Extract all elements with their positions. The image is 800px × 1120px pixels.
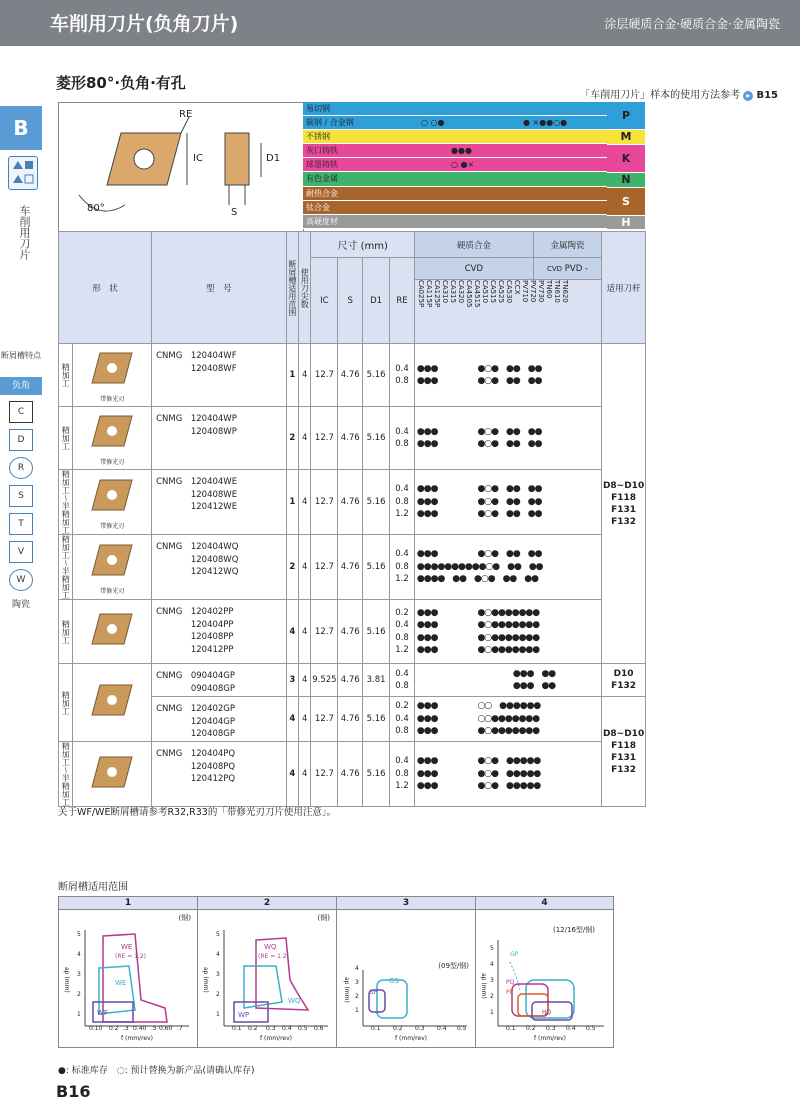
side-nav-shape-d[interactable]: D xyxy=(9,429,33,451)
label-d1: D1 xyxy=(266,153,281,164)
side-nav-negative[interactable]: 负角 xyxy=(0,377,42,395)
label-re: RE xyxy=(179,109,193,120)
header-ic: IC xyxy=(311,258,338,344)
section-title: 菱形80°·负角·有孔 xyxy=(56,74,186,92)
page-title: 车削用刀片(负角刀片) xyxy=(50,13,239,35)
header-dims: 尺寸 (mm) xyxy=(311,232,414,258)
material-row: 灰口铸铁 ●●● xyxy=(303,144,607,158)
header-range: 断屑槽适用范围 xyxy=(286,232,298,344)
header-holder: 适用刀杆 xyxy=(602,232,646,344)
material-row: 球墨铸铁 ○ ●× xyxy=(303,158,607,172)
insert-shapes-icon xyxy=(8,156,38,190)
table-row: 精加工～半精加工 带修光刃 CNMG 120404WQ 120408WQ 120412WQ 2 4 12.7 4.76 5.16 0.4 0.8 1.2 ●●● ●○● ●● ●● ●●●●●●●●●●○● ●● ●● ●●●● ●● ●○● ●● ●● xyxy=(59,535,646,600)
holder-group-3: D8~D10 F118 F131 F132 xyxy=(602,697,646,807)
chipbreaker-chart-4: 4 (12/16型/钢) GP PQ PP HQ 0.1 0.2 0.3 0.4 0.5 f (mm/rev) 1 2 3 4 5 ap (mm) xyxy=(476,897,613,1047)
header-s: S xyxy=(338,258,363,344)
header-cvd: CVD xyxy=(414,258,533,280)
footnote: 关于WF/WE断屑槽请参考R32,R33的「带修光刃刀片使用注意」。 xyxy=(58,807,337,818)
side-nav xyxy=(0,348,42,610)
header-cermet-sub: CVD PVD - xyxy=(533,258,601,280)
side-nav-shape-w[interactable]: W xyxy=(9,569,33,591)
material-letters xyxy=(607,102,645,230)
side-nav-shape-t[interactable]: T xyxy=(9,513,33,535)
grade-dots: ●●● ●○●●●●●●● ●●● ●○●●●●●●● ●●● ●○●●●●●●● ●●● ●○●●●●●●● xyxy=(414,600,601,664)
page-subtitle: 涂层硬质合金·硬质合金·金属陶瓷 xyxy=(604,17,780,31)
iso-s: S xyxy=(607,188,645,216)
insert-photo-icon: 带修光刃 xyxy=(73,407,152,470)
insert-photo-icon: 带修光刃 xyxy=(73,470,152,535)
header-shape: 形 状 xyxy=(59,232,152,344)
grade-dots: ●●● ●● ●●● ●● xyxy=(414,664,601,697)
grade-dots: ●●● ○○ ●●●●●● ●●● ○○●●●●●●● ●●● ●○●●●●●●● xyxy=(414,697,601,742)
material-marks: ○ ○● xyxy=(421,118,445,128)
material-marks: ●●● xyxy=(451,146,472,156)
table-row: 精加工 带修光刃 CNMG 120404WF 120408WF 1 4 12.7 4.76 5.16 0.4 0.8 ●●● ●○● ●● ●● ●●● ●○● ●● ●● D8~D10 F118 F131 F132 xyxy=(59,344,646,407)
chipbreaker-chart-3: 3 (09型/钢) GS GP 0.1 0.2 0.3 0.4 0.5 f (mm/rev) 1 2 3 4 ap (mm) xyxy=(337,897,476,1047)
material-row: 高硬度材 xyxy=(303,215,607,229)
range-plot-3 xyxy=(337,910,475,1046)
label-angle: 80° xyxy=(87,203,105,214)
page-header xyxy=(0,0,800,46)
side-nav-shape-r[interactable]: R xyxy=(9,457,33,479)
label-ic: IC xyxy=(193,153,203,164)
section-letter-tab[interactable]: B xyxy=(0,106,42,150)
side-nav-shape-s[interactable]: S xyxy=(9,485,33,507)
legend: ●: 标准库存 ◌: 预计替换为新产品(请确认库存) xyxy=(58,1066,255,1076)
material-row: 不锈钢 xyxy=(303,130,607,144)
grade-dots: ●●● ●○● ●● ●● ●●● ●○● ●● ●● ●●● ●○● ●● ●● xyxy=(414,470,601,535)
material-row: 耐热合金 xyxy=(303,187,607,201)
table-row: 精加工～半精加工 带修光刃 CNMG 120404WE 120408WE 120412WE 1 4 12.7 4.76 5.16 0.4 0.8 1.2 ●●● ●○● ●● ●● ●●● ●○● ●● ●● ●●● ●○● ●● ●● xyxy=(59,470,646,535)
reference-text: 「车削用刀片」样本的使用方法参考 xyxy=(580,90,741,101)
side-nav-shape-v[interactable]: V xyxy=(9,541,33,563)
chipbreaker-title: 断屑槽适用范围 xyxy=(58,882,128,893)
header-d1: D1 xyxy=(363,258,390,344)
insert-photo-icon: 带修光刃 xyxy=(73,344,152,407)
grade-dots: ●●● ●○● ●● ●● ●●● ●○● ●● ●● xyxy=(414,344,601,407)
material-row: 碳钢 / 合金钢 ○ ○● ● ×●●○● xyxy=(303,116,607,130)
insert-photo-icon: 带修光刃 xyxy=(73,535,152,600)
reference-note xyxy=(580,86,778,101)
side-nav-shape-c[interactable]: C xyxy=(9,401,33,423)
iso-k: K xyxy=(607,145,645,173)
material-row: 钛合金 xyxy=(303,201,607,215)
holder-group-2: D10 F132 xyxy=(602,664,646,697)
material-row: 易切钢 xyxy=(303,102,607,116)
header-model: 型 号 xyxy=(152,232,287,344)
chipbreaker-charts xyxy=(58,896,614,1048)
grade-dots: ●●● ●○● ●● ●● ●●●●●●●●●●○● ●● ●● ●●●● ●● ●○● ●● ●● xyxy=(414,535,601,600)
label-s: S xyxy=(231,207,238,218)
grade-dots: ●●● ●○● ●● ●● ●●● ●○● ●● ●● xyxy=(414,407,601,470)
product-table xyxy=(58,231,646,807)
chipbreaker-chart-2: 2 (钢) WQ (RE = 1.2) WP WQ 0.1 0.2 0.3 0.4 0.5 0.6 f (mm/rev) 1 2 3 4 5 ap (mm) xyxy=(198,897,337,1047)
page-number: B16 xyxy=(56,1082,91,1101)
iso-h: H xyxy=(607,216,645,230)
header-cermet: 金属陶瓷 xyxy=(533,232,601,258)
holder-group-1: D8~D10 F118 F131 F132 xyxy=(602,344,646,664)
side-nav-ceramic[interactable]: 陶瓷 xyxy=(11,600,30,610)
reference-page[interactable]: B15 xyxy=(756,90,778,101)
table-row: CNMG 120402GP 120404GP 120408GP 4 4 12.7 4.76 5.16 0.2 0.4 0.8 ●●● ○○ ●●●●●● ●●● ○○●●●●●●● ●●● ●○●●●●●●● D8~D10 F118 F131 F132 xyxy=(59,697,646,742)
material-marks: ● ×●●○● xyxy=(523,118,568,128)
grade-list: CA025PCA115PCA125PCA310CA315CA320CA4505CA4515CA510CA515CA525CA530CCXPV710PV720PV730TN60TN610TN620 xyxy=(414,280,601,344)
table-row: 精加工～半精加工 CNMG 120404PQ 120408PQ 120412PQ 4 4 12.7 4.76 5.16 0.4 0.8 1.2 ●●● ●○● ●●●●● ●●● ●○● ●●●●● ●●● ●○● ●●●●● xyxy=(59,742,646,807)
material-band xyxy=(303,102,607,229)
insert-drawing xyxy=(58,102,304,232)
material-row: 有色金属 xyxy=(303,172,607,186)
table-row: 精加工 带修光刃 CNMG 120404WP 120408WP 2 4 12.7 4.76 5.16 0.4 0.8 ●●● ●○● ●● ●● ●●● ●○● ●● ●● xyxy=(59,407,646,470)
side-nav-breaker[interactable]: 断屑槽特点 xyxy=(1,351,41,360)
grade-dots: ●●● ●○● ●●●●● ●●● ●○● ●●●●● ●●● ●○● ●●●●● xyxy=(414,742,601,807)
header-edges: 使用刀尖数 xyxy=(299,232,311,344)
table-row: 精加工 CNMG 090404GP 090408GP 3 4 9.525 4.76 3.81 0.4 0.8 ●●● ●● ●●● ●● D10 F132 xyxy=(59,664,646,697)
iso-m: M xyxy=(607,130,645,145)
header-re: RE xyxy=(390,258,415,344)
insert-photo-icon xyxy=(73,664,152,742)
header-carbide: 硬质合金 xyxy=(414,232,533,258)
arrow-right-icon: ▸ xyxy=(743,91,753,101)
insert-photo-icon xyxy=(73,600,152,664)
side-vertical-label: 车削用刀片 xyxy=(18,205,31,260)
table-row: 精加工 CNMG 120402PP 120404PP 120408PP 120412PP 4 4 12.7 4.76 5.16 0.2 0.4 0.8 1.2 ●●● ●○●●●●●●● ●●● ●○●●●●●●● ●●● ●○●●●●●●● ●●● ●○●●●●●●● xyxy=(59,600,646,664)
iso-n: N xyxy=(607,173,645,188)
material-marks: ○ ●× xyxy=(451,160,475,170)
chipbreaker-chart-1: 1 (钢) WE (RE = 1.2) WE WF 0.10 0.2 .3 0.40 .5 0.60 .7 f (mm/rev) 1 2 3 4 5 ap (mm) xyxy=(59,897,198,1047)
insert-photo-icon xyxy=(73,742,152,807)
iso-p: P xyxy=(607,102,645,130)
